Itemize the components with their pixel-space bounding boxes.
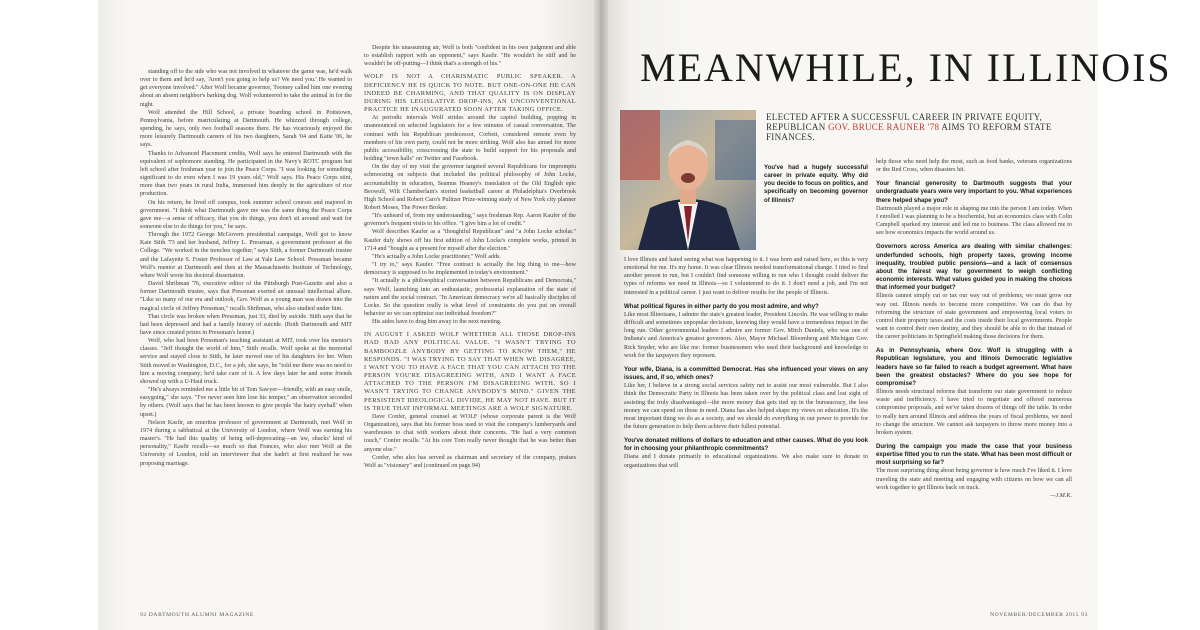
interview-question: Your wife, Diana, is a committed Democrat. Has she influenced your views on any issues, and, if so, which ones?: [624, 365, 868, 382]
interview-column-1-continued: [624, 256, 868, 610]
interview-answer: Like most Illinoisans, I admire the state's greatest leader, President Lincoln. He was willing to make difficult and sometimes unpopular decisions, knowing they would have a tremendous impact in the long run. Other governmental leaders I admire are former Gov. Mitch Daniels, who was one of Indiana's and America's greatest governors. Also, Mayor Michael Bloomberg and Michigan Gov. Rick Snyder, who are like me: former businessmen who used their background and knowledge to work for the taxpayers they represent.: [624, 311, 868, 359]
interview-question: As in Pennsylvania, where Gov. Wolf is struggling with a Republican legislature, you and Illinois Democratic legislative leaders have so far failed to reach a budget agreement. What have been the greatest obstacles? Where do you see hope for compromise?: [876, 347, 1072, 387]
body-paragraph: Wolf describes Kaufer as a "thoughtful Republican" and "a John Locke scholar." Kaufer duly shows off his first edition of John Locke's complete works, printed in 1714 and "bought as a present for myself after the election.": [364, 229, 576, 252]
body-paragraph: On his return, he lived off campus, took summer school courses and majored in government. "I think what Dartmouth gave me was the same thing the Peace Corps gave me—a sense of efficacy, that you do things, you don't sit around and wait for someone else to do things for you," he says.: [140, 199, 352, 230]
body-paragraph: Thanks to Advanced Placement credits, Wolf says he entered Dartmouth with the equivalent of sophomore standing. He participated in the Navy's ROTC program but left school after freshman year to join the Peace Corps. "I was looking for something significant to do even when I was 19 years old," Wolf says. His Peace Corps stint, more than two years in rural India, immersed him deeply in the agriculture of rice production.: [140, 150, 352, 198]
governor-portrait-image: [620, 110, 756, 250]
body-paragraph: standing off to the side who was not involved in whatever the game was, he'd walk over to them and he'd say, 'Aren't you going to help us? We need you.' He wanted to get everyone involved." After Wolf became governor, Toomey called him one evening about an absent neighbor's barking dog. Wolf volunteered to take the animal in for the night.: [140, 69, 352, 108]
interview-column-1: [764, 158, 868, 258]
deck-text-before: ELECTED AFTER A SUCCESSFUL CAREER IN PRIVATE EQUITY, REPUBLICAN: [766, 112, 1042, 132]
body-paragraph: "It actually is a philosophical conversation between Republicans and Democrats," says Wolf, launching into an enthusiastic, professorial explanation of the state of nature and the social contract. "In American democracy we're all basically disciples of Locke. So the question really is what level of constraints do you put on overall behavior so we can optimize our individual freedom?": [364, 278, 576, 317]
body-paragraph: At periodic intervals Wolf strides around the capitol building, popping in unannounced on selected legislators for a few minutes of casual conversation. The contrast with his Republican predecessor, Corbett, considered remote even by members of his own party, could not be more striking. Wolf also has aimed for more public accessibility, crisscrossing the state to build support for his proposals and holding "town halls" on Twitter and Facebook.: [364, 115, 576, 163]
interview-answer: Illinois needs structural reforms that transform our state government to reduce waste and inefficiency. I have tried to negotiate and offered numerous compromise proposals, and we've taken dozens of things off the table. In order to really turn around Illinois and address the years of fiscal problems, we need to change the structure. We cannot ask taxpayers to throw more money into a broken system.: [876, 389, 1072, 436]
interview-answer: help those who need help the most, such as food banks, veterans organizations or the Red Cross, when disasters hit.: [876, 159, 1072, 174]
body-paragraph: On the day of my visit the governor targeted several Republicans for impromptu schmoozing on subjects that included the political philosophy of John Locke, accountability in education, Seamus Heaney's translation of the Old English epic Beowulf, Wilt Chamberlain's storied basketball career at Philadelphia's Overbrook High School and Robert Caro's Pulitzer Prize-winning study of New York city planner Robert Moses, The Power Broker.: [364, 164, 576, 211]
body-paragraph: His aides have to drag him away to the next meeting.: [372, 319, 502, 326]
section-lead-paragraph: IN AUGUST I ASKED WOLF WHETHER ALL THOSE DROP-INS HAD HAD ANY POLITICAL VALUE. "I WASN'T TRYING TO BAMBOOZLE ANYBODY BY GETTING TO KNOW THEM," HE RESPONDS. "I WAS TRYING TO SAY THAT WHEN WE DISAGREE, I WANT YOU TO HAVE A FACE THAT YOU CAN ATTACH TO THE PERSON YOU'RE DISAGREEING WITH, AND I WANT A FACE ATTACHED TO THE PERSON I'M DISAGREEING WITH. SO I WASN'T TRYING TO CHANGE ANYBODY'S MIND." GIVEN THE PERSISTENT IDEOLOGICAL DIVIDE, HE MAY NOT HAVE. BUT IT IS TRUE THAT INFORMAL MEETINGS ARE A WOLF SIGNATURE.: [364, 331, 576, 412]
body-paragraph: Confer, who also has served as chairman and secretary of the company, praises Wolf as "visionary" and (continued on page 94): [364, 454, 576, 469]
author-signature: —J.M.K.: [1050, 492, 1072, 499]
body-paragraph: David Shribman '76, executive editor of the Pittsburgh Post-Gazette and also a former Dartmouth trustee, says that Pressman exerted an unusual intellectual allure. "Like so many of our era and outlook, Gov. Wolf as a young man was drawn into the magical circle of Jeffrey Pressman," recalls Shribman, who also studied under him.: [140, 281, 352, 312]
interview-answer: Diana and I donate primarily to educational organizations. We also make sure to donate to organizations that will: [624, 454, 868, 469]
body-paragraph: Nelson Kasfir, an emeritus professor of government at Dartmouth, met Wolf in 1974 during a sabbatical at the University of London, where Wolf was earning his master's. "He had this quality of being self-deprecating—an 'aw, shucks' kind of personality," Kasfir recalls—so much so that Frances, who also met Wolf at the University of London, told an interviewer that she hadn't at first realized he was proposing marriage.: [140, 419, 352, 467]
interview-question: During the campaign you made the case that your business expertise fitted you to run the state. What has been most difficult or most surprising so far?: [876, 443, 1072, 467]
body-paragraph: "He's always reminded me a little bit of Tom Sawyer—friendly, with an easy smile, easygoing," she says. "I've never seen him lose his temper," an observation seconded by others. (Wolf says that he has been known to give people 'the hairy eyeball' when upset.): [140, 387, 352, 418]
left-article-column-2: [364, 44, 576, 610]
interview-question: Your financial generosity to Dartmouth suggests that your undergraduate years were very important to you. What experiences there helped shape you?: [876, 180, 1072, 204]
section-lead-paragraph: WOLF IS NOT A CHARISMATIC PUBLIC SPEAKER. A DEFICIENCY HE IS QUICK TO NOTE. BUT ONE-ON-ONE HE CAN INDEED BE CHARMING, AND THAT QUALITY IS ON DISPLAY DURING HIS LEGISLATIVE DROP-INS, AN UNCONVENTIONAL PRACTICE HE INAUGURATED SOON AFTER TAKING OFFICE.: [364, 73, 576, 114]
body-paragraph: Through the 1972 George McGovern presidential campaign, Wolf got to know Kate Stith '73 and her husband, Jeffrey L. Pressman, a government professor at the College. "We worked in the trenches together," says Stith, a former Dartmouth trustee and the Lafayette S. Foster Professor of Law at Yale Law School. Pressman became Wolf's mentor at Dartmouth and then at the Massachusetts Institute of Technology, where Wolf wrote his doctoral dissertation.: [140, 232, 352, 279]
interview-answer: I love Illinois and hated seeing what was happening to it. I was born and raised here, so this is very emotional for me. It's my home. It was clear Illinois needed transformational change. I tried to find another person to run, but I couldn't find someone willing to run who I thought could deliver the types of reforms we need in Illinois—so I volunteered to do it. I don't need a job, and I'm not interested in a political career. I just want to deliver results for the people of Illinois.: [624, 257, 868, 296]
page-spine: [594, 0, 608, 630]
body-paragraph: Wolf, who had been Pressman's teaching assistant at MIT, took over his mentor's classes. "Jeff thought the world of him," Stith recalls. Wolf spoke at the memorial service and stayed close to Stith, he later moved one of his daughters for her. When Stith moved to Washington, D.C., for a job, she says, he "told me there was no need to hire a moving company; he'd take care of it. A few days later he and some friends showed up with a U-Haul truck.: [140, 338, 352, 385]
right-page-footer: NOVEMBER/DECEMBER 2015 93: [990, 612, 1088, 618]
interview-question: Governors across America are dealing with similar challenges: underfunded schools, high property taxes, growing income inequality, troubled public pensions—and a lack of consensus about the fairest way for government to weigh conflicting economic interests. What values guided you in making the choices that informed your budget?: [876, 243, 1072, 292]
deck-highlight-name: GOV. BRUCE RAUNER '78: [828, 122, 940, 132]
body-paragraph: Despite his unassuming air, Wolf is both "confident in his own judgment and able to establish rapport with an opponent," says Kasfir. "He wouldn't be stiff and he wouldn't be off-putting—I think that's a strength of his.": [364, 45, 576, 68]
governor-photo: [620, 110, 756, 250]
interview-answer: Dartmouth played a major role in shaping me into the person I am today. When I enrolled I was planning to be a biochemist, but an economics class with Colin Campbell sparked my interest and led me to business. The class allowed me to see how economics impacts the world around us.: [876, 205, 1072, 237]
body-paragraph: That circle was broken when Pressman, just 33, died by suicide. Stith says that he had been depressed and had a family history of suicide. (Both Dartmouth and MIT have since created prizes in Pressman's honor.): [140, 313, 352, 336]
body-paragraph: "I try to," says Kaufer. "Free contract is actually the big thing to me—how democracy is supposed to be implemented in today's environment.": [364, 262, 576, 277]
article-headline: MEANWHILE, IN ILLINOIS: [640, 45, 1172, 90]
body-paragraph: Dave Confer, general counsel at WOLF (whose corporate parent is the Wolf Organization), says that his former boss used to visit the company's lumberyards and warehouses to chat with workers about their concerns. "He had a very common touch," Confer recalls. "At his core Tom really never thought that he was better than anyone else.": [364, 413, 576, 453]
interview-answer: Like her, I believe in a strong social services safety net to assist our most vulnerable. But I also think the Democratic Party in Illinois has been taken over by the political class and lost sight of assisting the truly disadvantaged—the more money that gets tied up in the bureaucracy, the less money we can spend on those in need. Diana has also helped shape my views on education. It's the most important thing we do as a society, and we should do everything in our power to provide for the future generation to help them achieve their fullest potential.: [624, 383, 868, 430]
interview-question: You've donated millions of dollars to education and other causes. What do you look for in choosing your philanthropic commitments?: [624, 437, 868, 453]
body-paragraph: Wolf attended the Hill School, a private boarding school in Pottstown, Pennsylvania, before matriculating at Dartmouth. He whizzed through college, spending, he says, only two football seasons there. He has vicariously enjoyed the more leisurely Dartmouth careers of his two daughters, Sarah '04 and Katie '06, he says.: [140, 109, 352, 149]
interview-answer: The most surprising thing about being governor is how much I've liked it. I love traveling the state and meeting and engaging with citizens on how we can all work together to get Illinois back on track.: [876, 468, 1072, 491]
interview-question: What political figures in either party do you most admire, and why?: [624, 302, 819, 310]
deck-text-after: AIMS TO REFORM STATE FINANCES.: [766, 122, 1052, 142]
article-deck: [766, 112, 1066, 142]
interview-answer: Illinois cannot simply cut or tax our way out of problems; we must grow our way out. Illinois needs to become more competitive. We can do that by reforming the structure of state government and empowering local voters to control their property taxes and the costs inside their local governments. People want to control their own destiny, and they should be able to do that instead of the career politicians in Springfield making those decisions for them.: [876, 293, 1072, 341]
left-page-footer: 92 DARTMOUTH ALUMNI MAGAZINE: [140, 612, 254, 618]
interview-column-2: [876, 158, 1072, 610]
interview-question: You've had a hugely successful career in private equity. Why did you decide to focus on politics, and specifically on becoming governor of Illinois?: [764, 164, 868, 204]
left-article-column-1: [140, 68, 352, 610]
body-paragraph: "It's unheard of, from my understanding," says freshman Rep. Aaron Kaufer of the governor's frequent visits to his office. "I give him a lot of credit.": [364, 213, 576, 228]
body-paragraph: "He's actually a John Locke practitioner," Wolf adds.: [372, 253, 501, 260]
